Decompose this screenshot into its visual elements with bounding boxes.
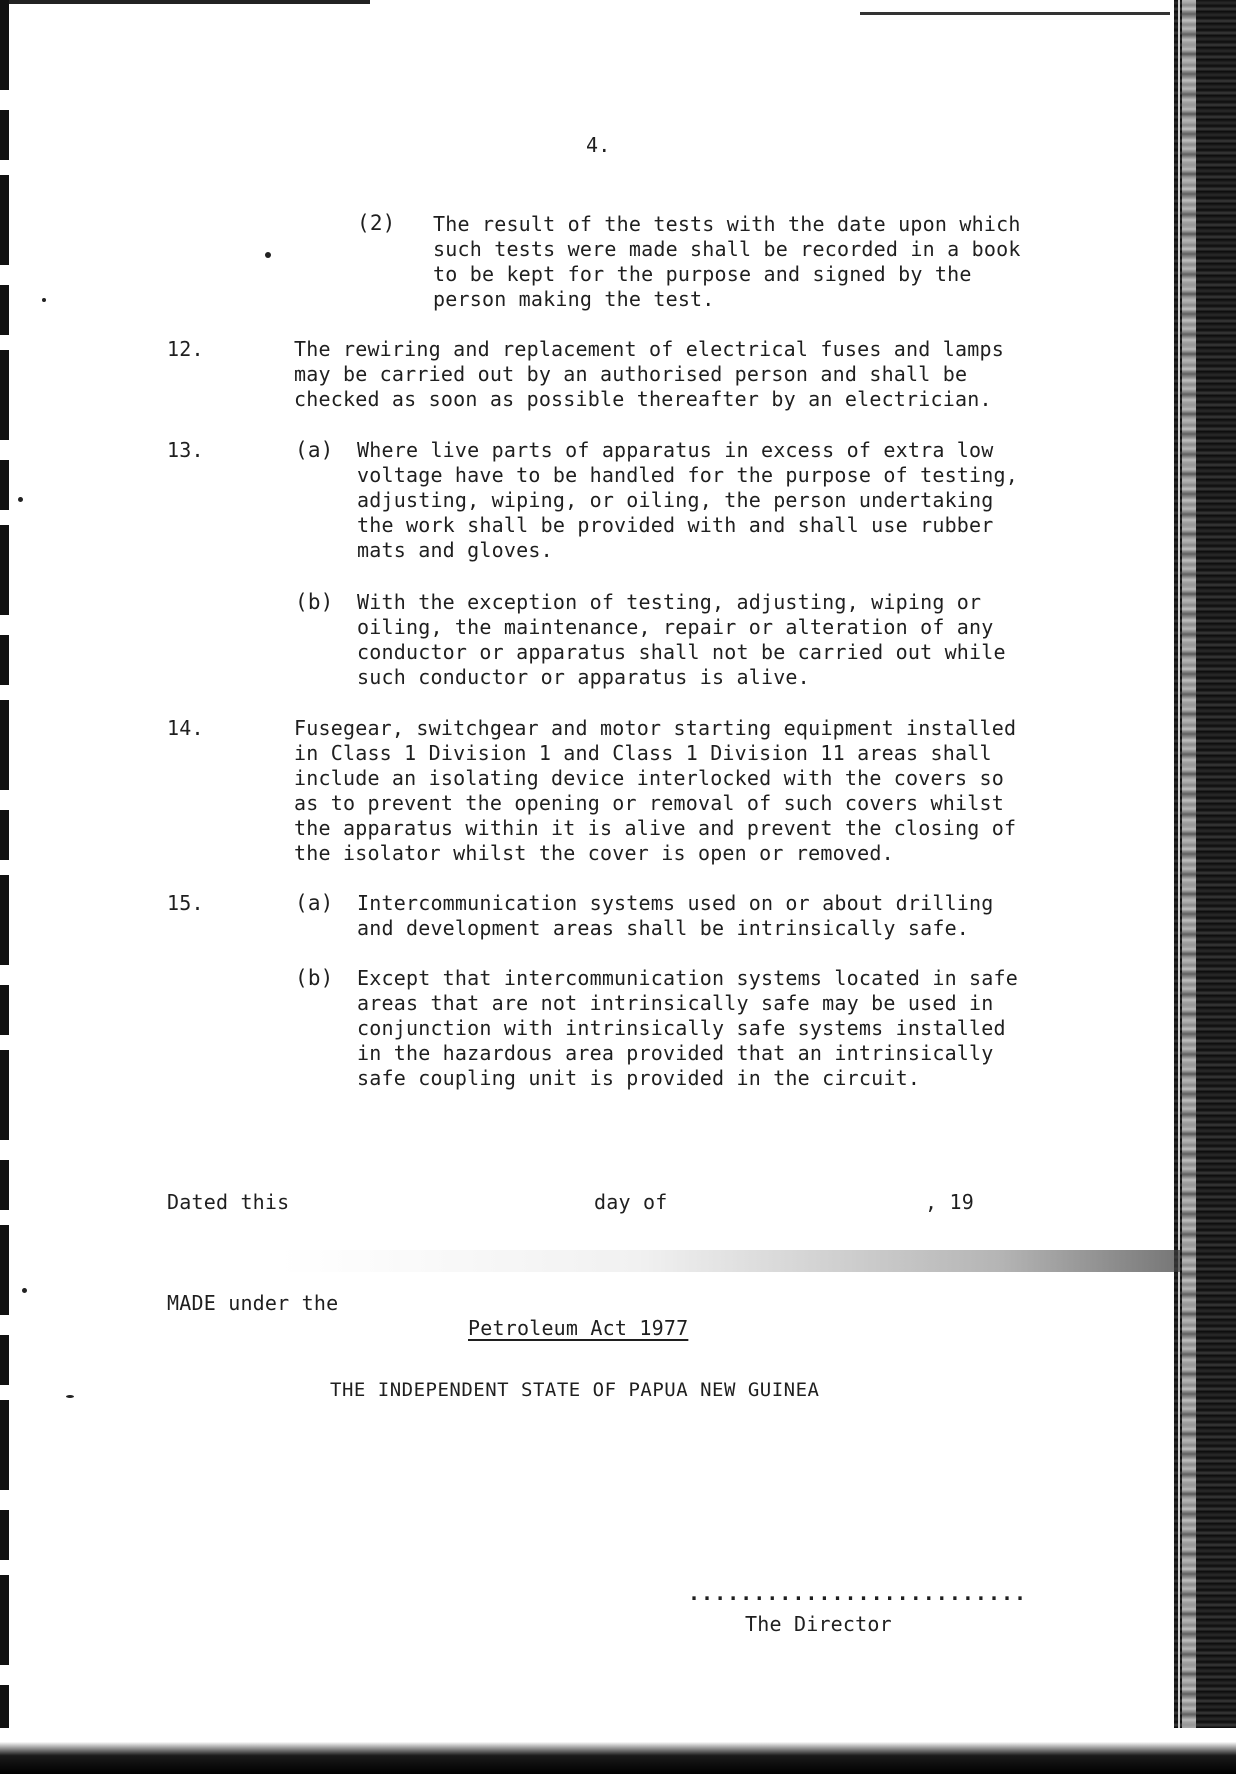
text-line: With the exception of testing, adjusting, wiping or (357, 590, 982, 614)
text-line: Fusegear, switchgear and motor starting equipment installed (294, 716, 1017, 740)
dated-this-label: Dated this (167, 1190, 290, 1214)
text-line: conductor or apparatus shall not be carried out while (357, 640, 1006, 664)
section-body (294, 716, 1016, 866)
text-line: the isolator whilst the cover is open or removed. (294, 841, 894, 865)
scan-edge-left (0, 0, 9, 1774)
text-line: such conductor or apparatus is alive. (357, 665, 810, 689)
year-label: , 19 (925, 1190, 974, 1214)
subsection-label: (2) (357, 211, 396, 235)
subsection-body (357, 590, 1006, 690)
text-line: The result of the tests with the date upon which (433, 212, 1021, 236)
text-line: may be carried out by an authorised person and shall be (294, 362, 968, 386)
text-line: in the hazardous area provided that an intrinsically (357, 1041, 994, 1065)
section-number: 15. (167, 891, 204, 915)
subsection-body (357, 891, 994, 941)
text-line: the work shall be provided with and shall use rubber (357, 513, 994, 537)
text-line: Intercommunication systems used on or about drilling (357, 891, 994, 915)
section-number: 14. (167, 716, 204, 740)
section-number: 12. (167, 337, 204, 361)
text-line: the apparatus within it is alive and prevent the closing of (294, 816, 1017, 840)
scan-edge-right-noise (1182, 0, 1196, 1774)
subsection-body (357, 438, 1018, 563)
text-line: checked as soon as possible thereafter by an electrician. (294, 387, 992, 411)
day-of-label: day of (594, 1190, 668, 1214)
speck (22, 1288, 27, 1293)
section-body (294, 337, 1004, 412)
text-line: safe coupling unit is provided in the circuit. (357, 1066, 921, 1090)
text-line: conjunction with intrinsically safe systems installed (357, 1016, 1006, 1040)
made-under-label: MADE under the (167, 1291, 339, 1315)
text-line: to be kept for the purpose and signed by the (433, 262, 972, 286)
subsection-label: (b) (295, 966, 334, 990)
text-line: adjusting, wiping, or oiling, the person undertaking (357, 488, 994, 512)
text-line: as to prevent the opening or removal of such covers whilst (294, 791, 1004, 815)
speck (42, 298, 46, 302)
signature-line: .......................... (688, 1581, 1028, 1605)
text-line: such tests were made shall be recorded in a book (433, 237, 1021, 261)
text-line: The rewiring and replacement of electrical fuses and lamps (294, 337, 1004, 361)
subsection-body (357, 966, 1018, 1091)
speck (265, 252, 271, 258)
scan-edge-top (0, 0, 370, 4)
page-number: 4. (586, 133, 611, 157)
text-line: voltage have to be handled for the purpose of testing, (357, 463, 1019, 487)
scan-edge-top-right (860, 12, 1170, 15)
act-title: Petroleum Act 1977 (468, 1316, 689, 1340)
text-line: person making the test. (433, 287, 715, 311)
text-line: mats and gloves. (357, 538, 553, 562)
state-name: THE INDEPENDENT STATE OF PAPUA NEW GUINEA (330, 1379, 820, 1401)
subsection-label: (b) (295, 590, 334, 614)
text-line: oiling, the maintenance, repair or alteration of any (357, 615, 994, 639)
scan-smudge (280, 1250, 1180, 1272)
text-line: Where live parts of apparatus in excess of extra low (357, 438, 994, 462)
scan-edge-bottom (0, 1728, 1236, 1774)
text-line: and development areas shall be intrinsically safe. (357, 916, 970, 940)
signatory-title: The Director (745, 1612, 892, 1636)
section-number: 13. (167, 438, 204, 462)
speck (18, 497, 23, 502)
text-line: Except that intercommunication systems located in safe (357, 966, 1019, 990)
subsection-label: (a) (295, 438, 334, 462)
text-line: in Class 1 Division 1 and Class 1 Division 11 areas shall (294, 741, 992, 765)
speck (66, 1395, 74, 1398)
subsection-label: (a) (295, 891, 334, 915)
text-line: include an isolating device interlocked with the covers so (294, 766, 1004, 790)
subsection-body (433, 212, 1021, 312)
page-fold-line (1178, 0, 1180, 1774)
text-line: areas that are not intrinsically safe may be used in (357, 991, 994, 1015)
